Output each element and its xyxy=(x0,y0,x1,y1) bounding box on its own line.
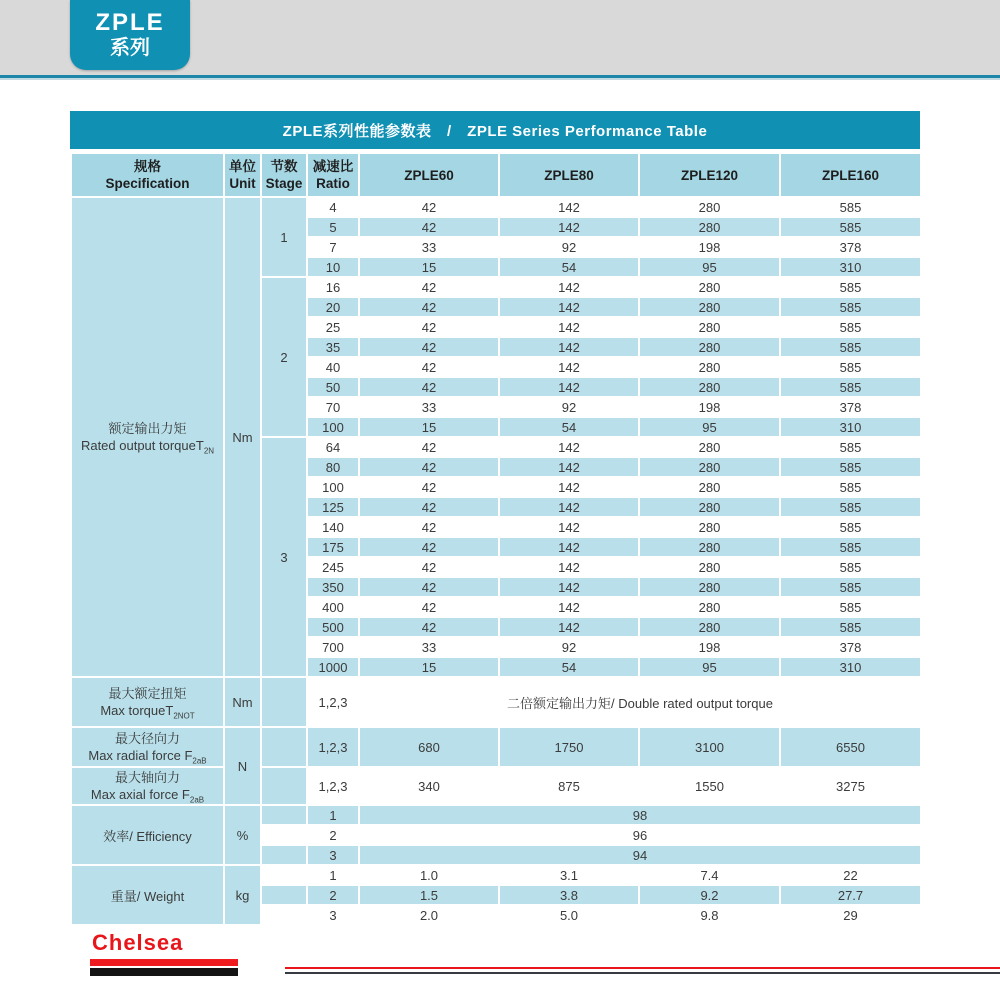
value-cell: 585 xyxy=(780,537,921,557)
value-cell: 142 xyxy=(499,597,639,617)
value-cell: 142 xyxy=(499,277,639,297)
ratio-cell: 35 xyxy=(307,337,359,357)
ratio-cell: 2 xyxy=(307,825,359,845)
col-header-zple80: ZPLE80 xyxy=(499,153,639,197)
unit-cell: Nm xyxy=(224,197,261,677)
value-cell: 42 xyxy=(359,297,499,317)
value-cell: 585 xyxy=(780,337,921,357)
value-cell: 33 xyxy=(359,397,499,417)
stage-cell xyxy=(261,677,307,727)
value-cell: 310 xyxy=(780,657,921,677)
spec-cell: 效率/ Efficiency xyxy=(71,805,224,865)
value-cell: 680 xyxy=(359,727,499,767)
value-cell: 585 xyxy=(780,277,921,297)
unit-cell: kg xyxy=(224,865,261,925)
table-row xyxy=(71,677,921,727)
value-cell: 142 xyxy=(499,457,639,477)
table-row xyxy=(71,865,921,885)
value-cell: 378 xyxy=(780,397,921,417)
value-cell: 42 xyxy=(359,557,499,577)
value-cell: 585 xyxy=(780,357,921,377)
value-cell: 42 xyxy=(359,617,499,637)
value-cell: 42 xyxy=(359,497,499,517)
performance-table xyxy=(70,152,922,926)
value-cell: 198 xyxy=(639,397,780,417)
value-cell: 142 xyxy=(499,337,639,357)
ratio-cell: 1 xyxy=(307,865,359,885)
value-cell: 33 xyxy=(359,237,499,257)
value-cell: 280 xyxy=(639,437,780,457)
ratio-cell: 1 xyxy=(307,805,359,825)
value-cell: 54 xyxy=(499,417,639,437)
main-content xyxy=(70,111,920,926)
value-cell: 142 xyxy=(499,577,639,597)
ratio-cell: 20 xyxy=(307,297,359,317)
value-cell: 42 xyxy=(359,457,499,477)
value-cell: 198 xyxy=(639,237,780,257)
logo-black-bar xyxy=(90,968,238,976)
value-cell: 585 xyxy=(780,497,921,517)
ratio-cell: 700 xyxy=(307,637,359,657)
ratio-cell: 140 xyxy=(307,517,359,537)
value-cell: 585 xyxy=(780,557,921,577)
value-cell: 42 xyxy=(359,377,499,397)
footer xyxy=(0,926,1000,998)
value-cell: 585 xyxy=(780,377,921,397)
value-cell: 42 xyxy=(359,517,499,537)
stage-cell xyxy=(261,805,307,825)
ratio-cell: 350 xyxy=(307,577,359,597)
header-label-en: Stage xyxy=(265,176,303,191)
col-header-spec xyxy=(71,153,224,197)
ratio-cell: 100 xyxy=(307,417,359,437)
value-cell: 95 xyxy=(639,257,780,277)
merged-note-cell: 二倍额定输出力矩/ Double rated output torque xyxy=(359,677,921,727)
value-cell: 280 xyxy=(639,317,780,337)
header-label-cn: 节数 xyxy=(270,159,298,174)
value-cell: 585 xyxy=(780,617,921,637)
value-cell: 280 xyxy=(639,197,780,217)
teal-divider xyxy=(0,75,1000,80)
col-header-stage xyxy=(261,153,307,197)
value-cell: 585 xyxy=(780,597,921,617)
value-cell: 340 xyxy=(359,767,499,805)
value-cell: 95 xyxy=(639,417,780,437)
value-cell: 15 xyxy=(359,657,499,677)
value-cell: 280 xyxy=(639,577,780,597)
value-cell: 5.0 xyxy=(499,905,639,925)
merged-value-cell: 96 xyxy=(359,825,921,845)
header-label-en: Unit xyxy=(229,176,256,191)
value-cell: 280 xyxy=(639,457,780,477)
value-cell: 280 xyxy=(639,297,780,317)
ratio-cell: 3 xyxy=(307,845,359,865)
ratio-cell: 1,2,3 xyxy=(307,767,359,805)
value-cell: 42 xyxy=(359,357,499,377)
ratio-cell: 100 xyxy=(307,477,359,497)
table-row xyxy=(71,197,921,217)
value-cell: 378 xyxy=(780,637,921,657)
ratio-cell: 125 xyxy=(307,497,359,517)
value-cell: 22 xyxy=(780,865,921,885)
tab-line1: ZPLE xyxy=(95,9,165,36)
value-cell: 142 xyxy=(499,497,639,517)
value-cell: 875 xyxy=(499,767,639,805)
value-cell: 280 xyxy=(639,277,780,297)
ratio-cell: 70 xyxy=(307,397,359,417)
value-cell: 1.5 xyxy=(359,885,499,905)
header-label-cn: 单位 xyxy=(229,159,256,174)
unit-cell: % xyxy=(224,805,261,865)
value-cell: 42 xyxy=(359,217,499,237)
value-cell: 585 xyxy=(780,577,921,597)
ratio-cell: 50 xyxy=(307,377,359,397)
value-cell: 7.4 xyxy=(639,865,780,885)
spec-cell: 最大额定扭矩 Max torqueT$_{2NOT}$ xyxy=(71,677,224,727)
value-cell: 585 xyxy=(780,437,921,457)
stage-cell xyxy=(261,727,307,767)
table-row xyxy=(71,727,921,767)
table-row xyxy=(71,767,921,805)
tab-line2: 系列 xyxy=(110,37,150,59)
unit-cell: N xyxy=(224,727,261,805)
ratio-cell: 5 xyxy=(307,217,359,237)
header-label-cn: 规格 xyxy=(134,159,161,174)
value-cell: 42 xyxy=(359,537,499,557)
stage-cell xyxy=(261,767,307,805)
ratio-cell: 175 xyxy=(307,537,359,557)
value-cell: 585 xyxy=(780,457,921,477)
value-cell: 585 xyxy=(780,297,921,317)
ratio-cell: 16 xyxy=(307,277,359,297)
value-cell: 310 xyxy=(780,417,921,437)
ratio-cell: 25 xyxy=(307,317,359,337)
value-cell: 95 xyxy=(639,657,780,677)
ratio-cell: 245 xyxy=(307,557,359,577)
value-cell: 585 xyxy=(780,517,921,537)
stage-cell xyxy=(261,825,307,845)
col-header-ratio xyxy=(307,153,359,197)
value-cell: 142 xyxy=(499,557,639,577)
merged-value-cell: 94 xyxy=(359,845,921,865)
value-cell: 585 xyxy=(780,477,921,497)
value-cell: 280 xyxy=(639,617,780,637)
value-cell: 6550 xyxy=(780,727,921,767)
table-row xyxy=(71,805,921,825)
value-cell: 378 xyxy=(780,237,921,257)
value-cell: 310 xyxy=(780,257,921,277)
spec-cell: 最大径向力 Max radial force $F_{2aB}$ xyxy=(71,727,224,767)
value-cell: 33 xyxy=(359,637,499,657)
value-cell: 29 xyxy=(780,905,921,925)
stage-cell: 2 xyxy=(261,277,307,437)
value-cell: 42 xyxy=(359,477,499,497)
ratio-cell: 1,2,3 xyxy=(307,677,359,727)
value-cell: 92 xyxy=(499,237,639,257)
value-cell: 280 xyxy=(639,497,780,517)
value-cell: 1550 xyxy=(639,767,780,805)
ratio-cell: 500 xyxy=(307,617,359,637)
col-header-zple120: ZPLE120 xyxy=(639,153,780,197)
stage-cell xyxy=(261,885,307,905)
value-cell: 3275 xyxy=(780,767,921,805)
value-cell: 280 xyxy=(639,337,780,357)
spec-cell: 额定输出力矩 Rated output torqueT$_{2N}$ xyxy=(71,197,224,677)
footer-red-line xyxy=(285,967,1000,969)
performance-table-body xyxy=(71,197,921,925)
value-cell: 142 xyxy=(499,537,639,557)
value-cell: 280 xyxy=(639,377,780,397)
zple-series-tab xyxy=(70,0,190,70)
value-cell: 27.7 xyxy=(780,885,921,905)
value-cell: 142 xyxy=(499,517,639,537)
value-cell: 42 xyxy=(359,577,499,597)
value-cell: 1750 xyxy=(499,727,639,767)
spec-cell: 重量/ Weight xyxy=(71,865,224,925)
footer-black-line xyxy=(285,972,1000,974)
col-header-zple160: ZPLE160 xyxy=(780,153,921,197)
value-cell: 9.2 xyxy=(639,885,780,905)
value-cell: 280 xyxy=(639,477,780,497)
value-cell: 42 xyxy=(359,277,499,297)
value-cell: 280 xyxy=(639,217,780,237)
table-title-banner: ZPLE系列性能参数表 / ZPLE Series Performance Table xyxy=(70,111,920,149)
value-cell: 3100 xyxy=(639,727,780,767)
value-cell: 42 xyxy=(359,197,499,217)
value-cell: 280 xyxy=(639,597,780,617)
ratio-cell: 80 xyxy=(307,457,359,477)
unit-cell: Nm xyxy=(224,677,261,727)
value-cell: 92 xyxy=(499,397,639,417)
col-header-zple60: ZPLE60 xyxy=(359,153,499,197)
chelsea-logo: Chelsea xyxy=(92,930,184,955)
value-cell: 42 xyxy=(359,437,499,457)
value-cell: 142 xyxy=(499,217,639,237)
logo-red-bar xyxy=(90,959,238,966)
stage-cell: 1 xyxy=(261,197,307,277)
value-cell: 54 xyxy=(499,257,639,277)
ratio-cell: 7 xyxy=(307,237,359,257)
value-cell: 15 xyxy=(359,417,499,437)
ratio-cell: 1,2,3 xyxy=(307,727,359,767)
value-cell: 142 xyxy=(499,317,639,337)
value-cell: 2.0 xyxy=(359,905,499,925)
ratio-cell: 10 xyxy=(307,257,359,277)
header-label-cn: 减速比 xyxy=(312,159,354,174)
value-cell: 42 xyxy=(359,317,499,337)
value-cell: 92 xyxy=(499,637,639,657)
value-cell: 142 xyxy=(499,477,639,497)
header-label-en: Specification xyxy=(105,176,190,191)
value-cell: 585 xyxy=(780,317,921,337)
ratio-cell: 3 xyxy=(307,905,359,925)
value-cell: 198 xyxy=(639,637,780,657)
value-cell: 42 xyxy=(359,337,499,357)
ratio-cell: 1000 xyxy=(307,657,359,677)
ratio-cell: 2 xyxy=(307,885,359,905)
value-cell: 142 xyxy=(499,377,639,397)
ratio-cell: 400 xyxy=(307,597,359,617)
stage-cell xyxy=(261,905,307,925)
value-cell: 142 xyxy=(499,357,639,377)
spec-cell: 最大轴向力 Max axial force $F_{2aB}$ xyxy=(71,767,224,805)
value-cell: 280 xyxy=(639,557,780,577)
value-cell: 9.8 xyxy=(639,905,780,925)
value-cell: 142 xyxy=(499,617,639,637)
stage-cell: 3 xyxy=(261,437,307,677)
value-cell: 3.8 xyxy=(499,885,639,905)
value-cell: 142 xyxy=(499,437,639,457)
value-cell: 3.1 xyxy=(499,865,639,885)
value-cell: 280 xyxy=(639,357,780,377)
value-cell: 142 xyxy=(499,297,639,317)
top-gray-band xyxy=(0,0,1000,75)
value-cell: 1.0 xyxy=(359,865,499,885)
stage-cell xyxy=(261,845,307,865)
table-header-row xyxy=(71,153,921,197)
value-cell: 280 xyxy=(639,517,780,537)
value-cell: 585 xyxy=(780,197,921,217)
value-cell: 280 xyxy=(639,537,780,557)
value-cell: 54 xyxy=(499,657,639,677)
col-header-unit xyxy=(224,153,261,197)
value-cell: 15 xyxy=(359,257,499,277)
header-label-en: Ratio xyxy=(316,176,350,191)
value-cell: 142 xyxy=(499,197,639,217)
ratio-cell: 4 xyxy=(307,197,359,217)
ratio-cell: 40 xyxy=(307,357,359,377)
stage-cell xyxy=(261,865,307,885)
merged-value-cell: 98 xyxy=(359,805,921,825)
value-cell: 42 xyxy=(359,597,499,617)
value-cell: 585 xyxy=(780,217,921,237)
ratio-cell: 64 xyxy=(307,437,359,457)
